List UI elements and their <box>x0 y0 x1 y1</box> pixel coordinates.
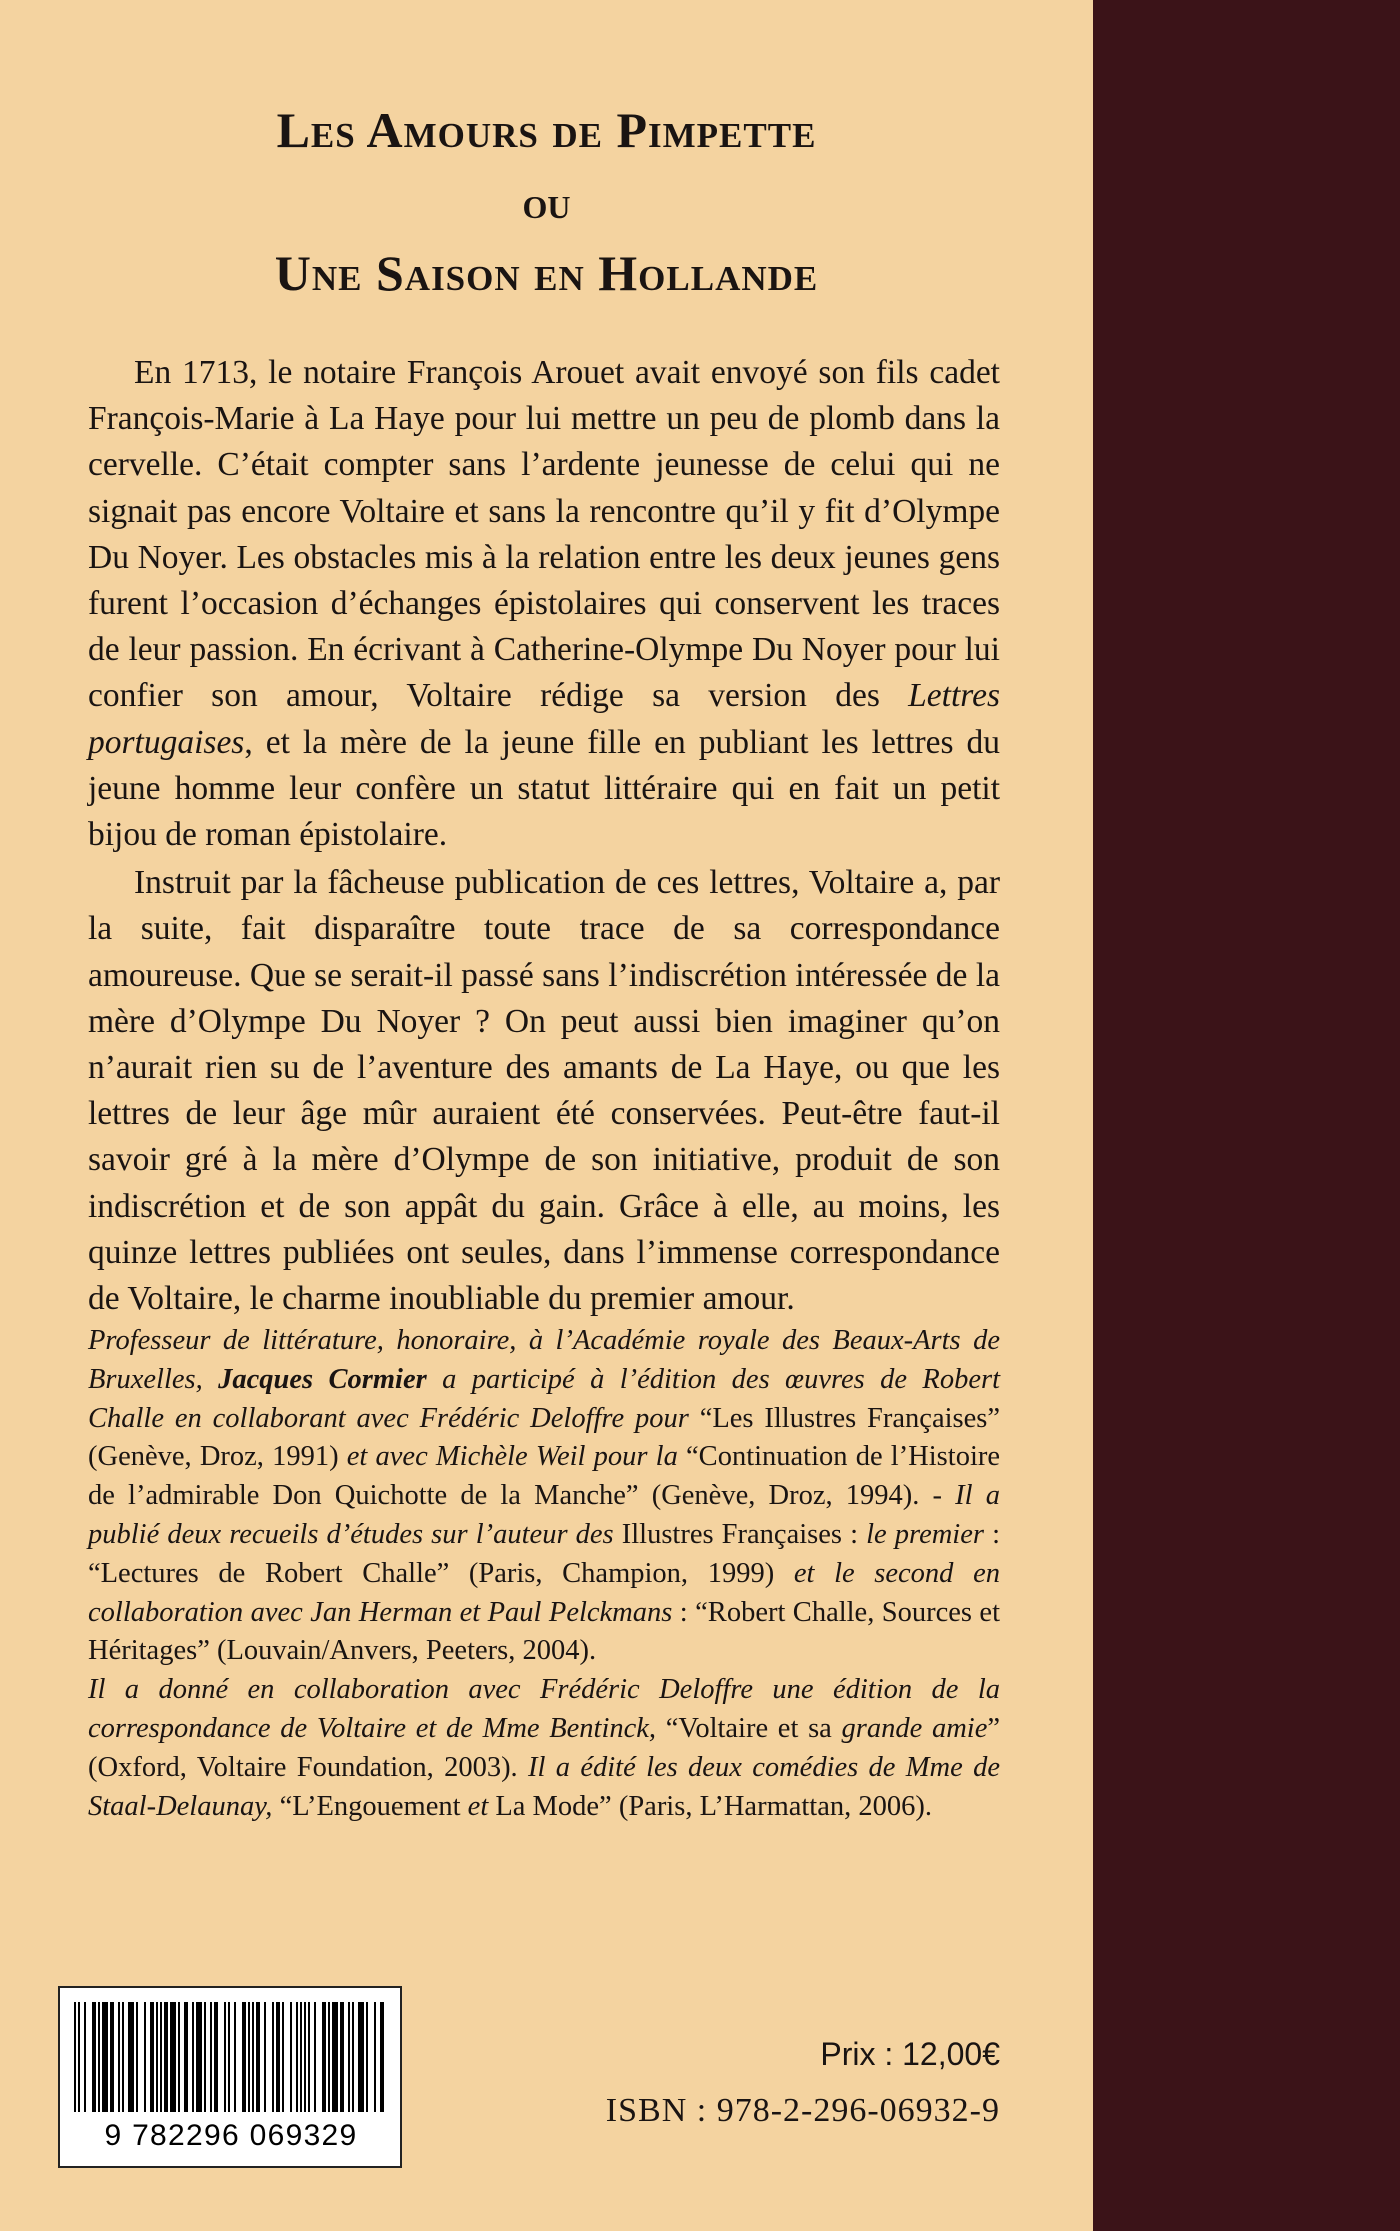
bio-r8: “L’Engouement <box>279 1790 468 1822</box>
barcode-bar <box>228 2002 230 2112</box>
barcode-bar <box>366 2002 368 2112</box>
barcode-bar <box>128 2002 134 2112</box>
title-line-1: Les Amours de Pimpette <box>276 102 817 158</box>
barcode-bar <box>352 2002 354 2112</box>
barcode-bar <box>110 2002 114 2112</box>
barcode-bar <box>252 2002 254 2112</box>
barcode-bar <box>78 2002 80 2112</box>
barcode-bar <box>340 2002 344 2112</box>
bio-s9: Il a édité les deux comédies de Mme de Staal-Delaunay, <box>88 1751 1000 1822</box>
barcode-bar <box>322 2002 326 2112</box>
summary-italic-title: Lettres portugaises <box>88 677 1000 761</box>
spine-strip <box>1093 0 1400 2231</box>
bio-s6: et le second en collaboration avec Jan Herman et Paul Pelckmans <box>88 1557 1000 1628</box>
bio-paragraph-1 <box>88 1322 1000 1671</box>
barcode-bar <box>160 2002 162 2112</box>
barcode-bar <box>272 2002 274 2112</box>
barcode-bar <box>98 2002 100 2112</box>
bio-s5: le premier <box>866 1518 984 1550</box>
bio-s4: - Il a publié deux recueils d’études sur l’auteur des <box>88 1480 1000 1550</box>
book-summary <box>88 350 1000 1322</box>
barcode-bar <box>184 2002 188 2112</box>
barcode-bar <box>308 2002 310 2112</box>
barcode-bar <box>118 2002 120 2112</box>
barcode-bar <box>84 2002 86 2112</box>
barcode-bar <box>296 2002 298 2112</box>
barcode-bar <box>374 2002 376 2112</box>
bio-s2: a participé à l’édition des œuvres de Robert Challe en collaborant avec Frédéric Deloffre pour <box>88 1363 1000 1434</box>
barcode-bar <box>242 2002 246 2112</box>
bio-s10: et <box>467 1790 489 1822</box>
bio-r6: “Voltaire et sa <box>665 1712 842 1744</box>
barcode-bar <box>380 2002 384 2112</box>
bio-r5: : “Robert Challe, Sources et Héritages” (Louvain/Anvers, Peeters, 2004). <box>88 1596 1000 1667</box>
barcode-bar <box>102 2002 108 2112</box>
barcode-bar <box>192 2002 194 2112</box>
barcode-bar <box>358 2002 364 2112</box>
barcode-bar <box>144 2002 146 2112</box>
barcode-bar <box>348 2002 350 2112</box>
barcode-bar <box>276 2002 280 2112</box>
barcode <box>58 1986 402 2168</box>
price: Prix : 12,00€ <box>820 2036 1000 2072</box>
bio-paragraph-2 <box>88 1671 1000 1826</box>
barcode-bar <box>156 2002 158 2112</box>
barcode-bar <box>328 2002 330 2112</box>
summary-paragraph-1 <box>88 350 1000 858</box>
barcode-bar <box>214 2002 218 2112</box>
barcode-bar <box>234 2002 236 2112</box>
isbn: ISBN : 978-2-296-06932-9 <box>605 2092 1000 2129</box>
barcode-bar <box>264 2002 266 2112</box>
barcode-bar <box>224 2002 226 2112</box>
barcode-bar <box>248 2002 250 2112</box>
barcode-bar <box>282 2002 284 2112</box>
barcode-bar <box>92 2002 96 2112</box>
barcode-bar <box>332 2002 338 2112</box>
barcode-bar <box>164 2002 168 2112</box>
summary-text-1-end: , et la mère de la jeune fille en publiant les lettres du jeune homme leur confère un statut littéraire qui en fait un petit bijou de roman épistolaire. <box>88 723 1000 854</box>
summary-paragraph-2: Instruit par la fâcheuse publication de ces lettres, Voltaire a, par la suite, fait disparaître toute trace de sa correspondance amoureuse. Que se serait-il passé sans l’indiscrétion intéressée de la mère d’Olympe Du Noyer ? On peut aussi bien imaginer qu’on n’aurait rien su de l’aventure des amants de La Haye, ou que les lettres de leur âge mûr auraient été conservées. Peut-être faut-il savoir gré à la mère d’Olympe de son initiative, produit de son indiscrétion et de son appât du gain. Grâce à elle, au moins, les quinze lettres publiées ont seules, dans l’immense correspondance de Voltaire, le charme inoubliable du premier amour. <box>88 864 1000 1318</box>
bio-s8: grande amie <box>841 1712 988 1744</box>
author-name: Jacques Cormier <box>218 1363 427 1395</box>
barcode-bar <box>122 2002 124 2112</box>
barcode-bar <box>196 2002 202 2112</box>
barcode-bar <box>256 2002 260 2112</box>
title-line-2: ou <box>522 177 571 228</box>
bio-s7: Il a donné en collaboration avec Frédéric Deloffre une édition de la correspondance de Voltaire et de Mme Bentinck, <box>88 1674 1000 1744</box>
bio-r1: “Les Illustres Françaises” (Genève, Droz, 1991) <box>88 1402 1000 1473</box>
barcode-bar <box>74 2002 76 2112</box>
barcode-bar <box>170 2002 176 2112</box>
bio-s3: et avec Michèle Weil pour la <box>346 1441 687 1473</box>
barcode-bar <box>178 2002 180 2112</box>
bio-s1: Professeur de littérature, honoraire, à l’Académie royale des Beaux-Arts de Bruxelles, <box>88 1325 1000 1395</box>
summary-text-1: En 1713, le notaire François Arouet avait envoyé son fils cadet François-Marie à La Haye pour lui mettre un peu de plomb dans la cervelle. C’était compter sans l’ardente jeunesse de celui qui ne signait pas encore Voltaire et sans la rencontre qu’il y fit d’Olympe Du Noyer. Les obstacles mis à la relation entre les deux jeunes gens furent l’occasion d’échanges épistolaires qui conservent les traces de leur passion. En écrivant à Catherine-Olympe Du Noyer pour lui confier son amour, Voltaire rédige sa version des <box>88 354 1000 715</box>
bio-r3: Illustres Françaises : <box>621 1518 867 1550</box>
author-biography <box>88 1322 1000 1826</box>
book-title <box>60 100 1033 319</box>
bio-r2: “Continuation de l’Histoire de l’admirable Don Quichotte de la Manche” (Genève, Droz, 1994). <box>88 1441 1001 1512</box>
barcode-digits: 9 782296 069329 <box>104 2119 358 2152</box>
barcode-bar <box>300 2002 302 2112</box>
barcode-bar <box>210 2002 212 2112</box>
barcode-bar <box>314 2002 316 2112</box>
bio-r9: La Mode” (Paris, L’Harmattan, 2006). <box>488 1790 932 1822</box>
title-line-3: Une Saison en Hollande <box>274 245 819 301</box>
barcode-bars <box>74 2002 386 2120</box>
bio-r7: ” (Oxford, Voltaire Foundation, 2003). <box>88 1712 1001 1783</box>
barcode-bar <box>304 2002 306 2112</box>
barcode-bar <box>204 2002 206 2112</box>
barcode-bar <box>290 2002 292 2112</box>
bio-r4: : “Lectures de Robert Challe” (Paris, Champion, 1999) <box>88 1518 1000 1589</box>
barcode-bar <box>150 2002 154 2112</box>
barcode-bar <box>136 2002 138 2112</box>
